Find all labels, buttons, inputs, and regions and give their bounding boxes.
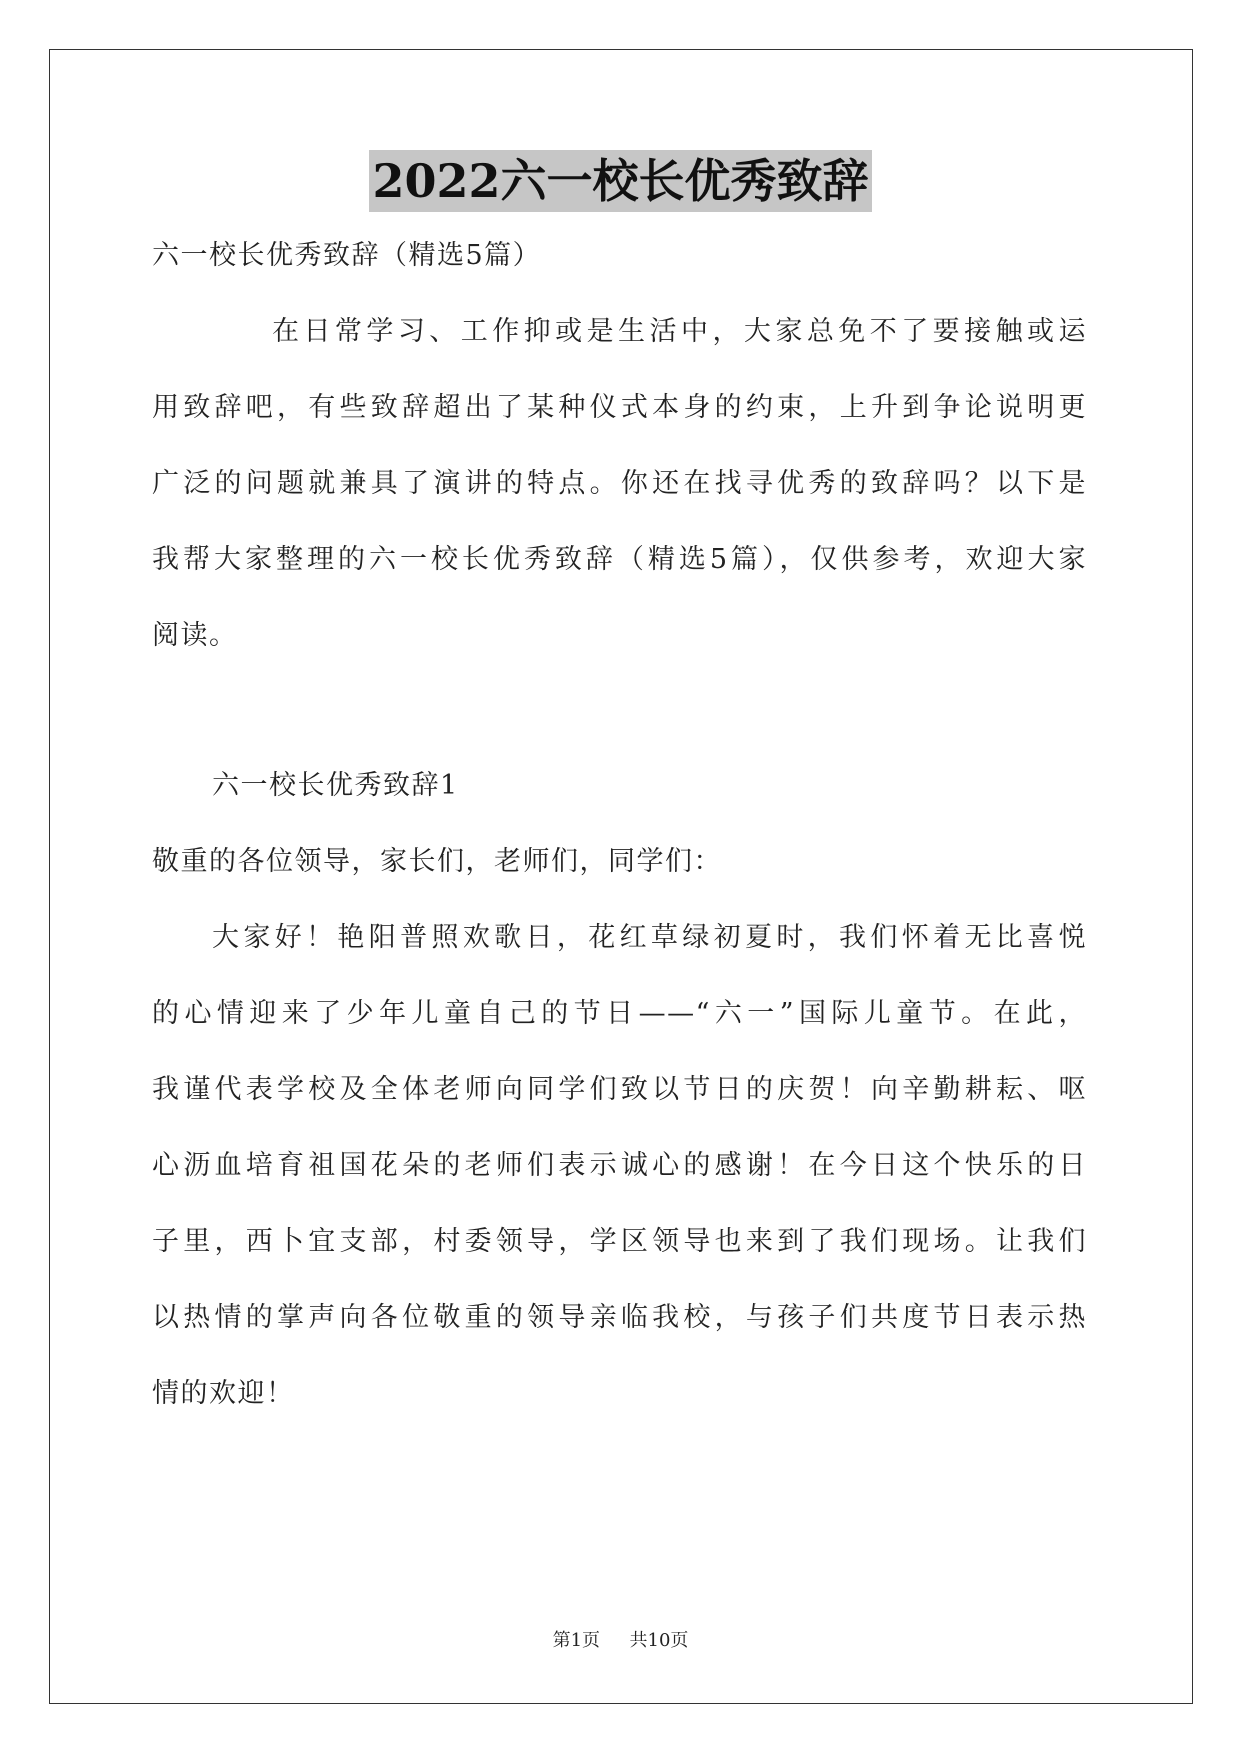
intro-line: 在日常学习、工作抑或是生活中，大家总免不了要接触或运 [272, 316, 1087, 347]
intro-line: 广泛的问题就兼具了演讲的特点。你还在找寻优秀的致辞吗？以下是 [152, 468, 1087, 499]
salutation: 敬重的各位领导，家长们，老师们，同学们： [152, 846, 722, 877]
section-heading: 六一校长优秀致辞1 [212, 770, 459, 801]
intro-line: 阅读。 [152, 620, 238, 651]
body-line: 心沥血培育祖国花朵的老师们表示诚心的感谢！在今日这个快乐的日 [152, 1150, 1087, 1181]
page-total: 共10页 [629, 1630, 689, 1651]
document-subtitle: 六一校长优秀致辞（精选5篇） [152, 240, 542, 271]
body-line: 的心情迎来了少年儿童自己的节日——“六一”国际儿童节。在此， [152, 998, 1087, 1029]
body-line: 我谨代表学校及全体老师向同学们致以节日的庆贺！向辛勤耕耘、呕 [152, 1074, 1087, 1105]
page-number: 第1页 [552, 1630, 601, 1651]
body-line: 以热情的掌声向各位敬重的领导亲临我校，与孩子们共度节日表示热 [152, 1302, 1087, 1333]
document-title: 2022六一校长优秀致辞 [369, 150, 871, 212]
title-wrap [0, 150, 1241, 212]
page-footer [0, 1626, 1241, 1652]
intro-line: 我帮大家整理的六一校长优秀致辞（精选5篇），仅供参考，欢迎大家 [152, 544, 1087, 575]
body-line: 子里，西卜宜支部，村委领导，学区领导也来到了我们现场。让我们 [152, 1226, 1087, 1257]
body-line: 大家好！艳阳普照欢歌日，花红草绿初夏时，我们怀着无比喜悦 [212, 922, 1087, 953]
body-line: 情的欢迎！ [152, 1378, 295, 1409]
intro-line: 用致辞吧，有些致辞超出了某种仪式本身的约束，上升到争论说明更 [152, 392, 1087, 423]
